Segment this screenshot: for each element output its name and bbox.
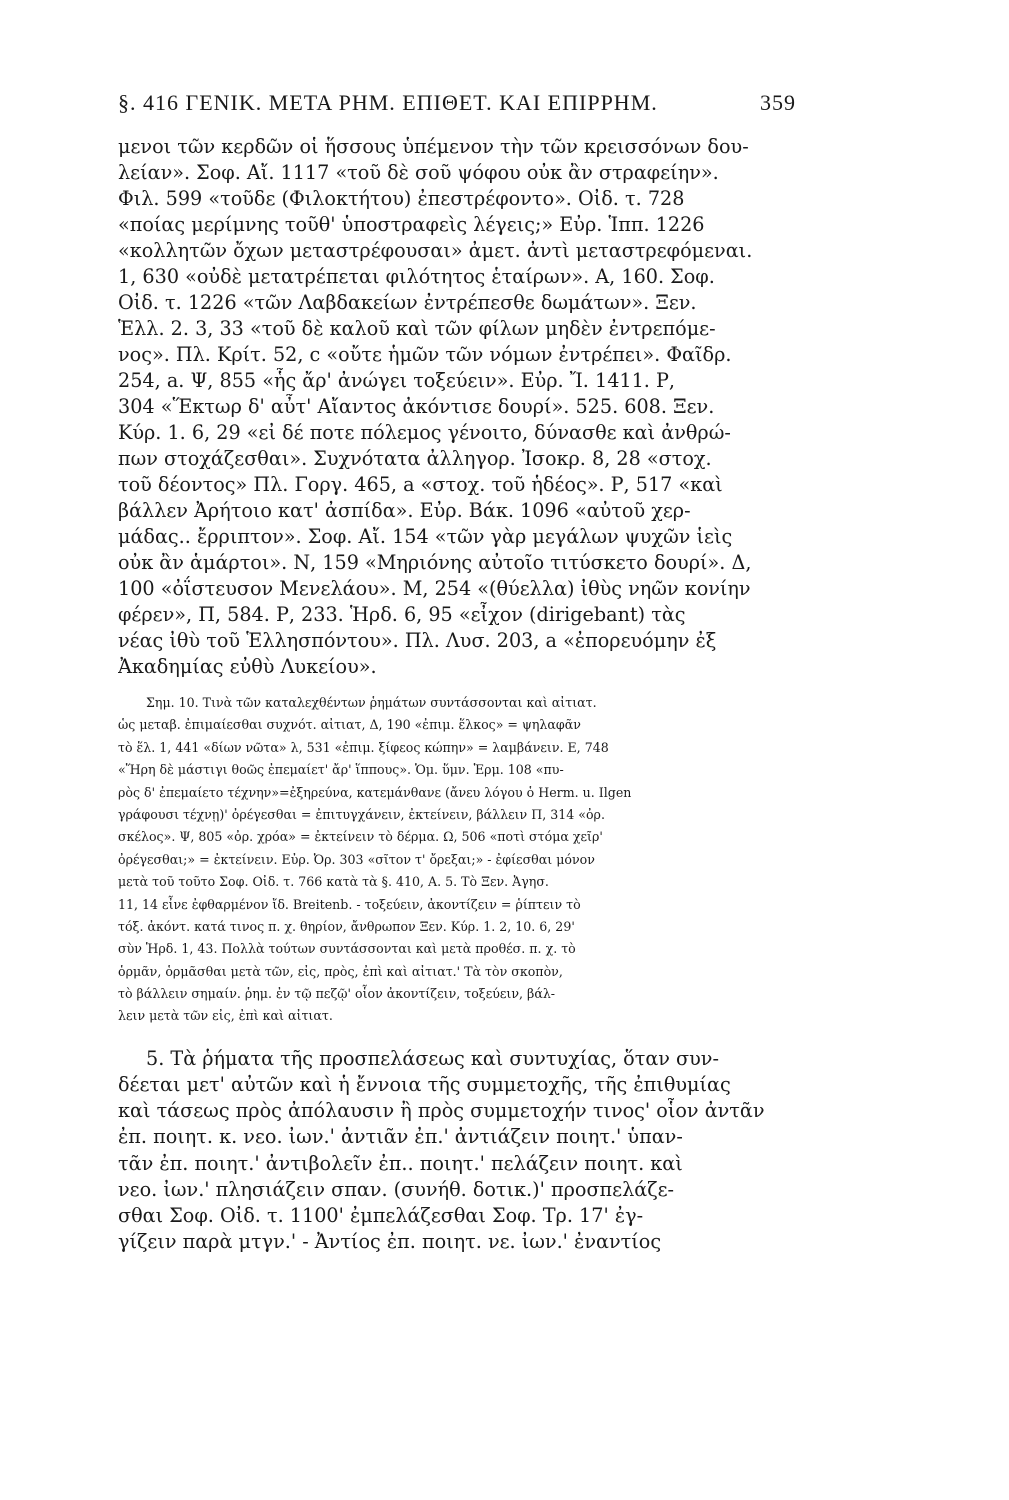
text-line: Κύρ. 1. 6, 29 «εἰ δέ ποτε πόλεμος γένοιτο, δύνασθε καὶ ἀνθρώ- [118,421,731,444]
text-line: γίζειν παρὰ μτγν.' - Ἀντίος ἐπ. ποιητ. νε. ἰων.' ἐναντίος [118,1230,662,1254]
text-line: τᾶν ἐπ. ποιητ.' ἀντιβολεῖν ἐπ.. ποιητ.' πελάζειν ποιητ. καὶ [118,1151,683,1175]
paragraph-5 [118,1046,796,1256]
text-line: ὡς μεταβ. ἐπιμαίεσθαι συχνότ. αἰτιατ, Δ, 190 «ἐπιμ. ἕλκος» = ψηλαφᾶν [118,717,581,733]
text-line: Φιλ. 599 «τοῦδε (Φιλοκτήτου) ἐπεστρέφοντο». Οἰδ. τ. 728 [118,187,685,210]
text-line: γράφουσι τέχνῃ)' ὀρέγεσθαι = ἐπιτυγχάνειν, ἐκτείνειν, βάλλειν Π, 314 «ὀρ. [118,806,605,822]
text-line: νέας ἰθὺ τοῦ Ἑλλησπόντου». Πλ. Λυσ. 203, a «ἐπορευόμην ἐξ [118,629,717,652]
text-line: νεο. ἰων.' πλησιάζειν σπαν. (συνήθ. δοτικ.)' προσπελάζε- [118,1177,675,1201]
text-line: μενοι τῶν κερδῶν οἱ ἥσσους ὑπέμενον τὴν τῶν κρεισσόνων δου- [118,135,749,158]
text-line: μετὰ τοῦ τοῦτο Σοφ. Οἰδ. τ. 766 κατὰ τὰ §. 410, Α. 5. Τὸ Ξεν. Ἀγησ. [118,874,549,890]
text-line: 100 «ὀΐστευσον Μενελάου». Μ, 254 «(θύελλα) ἰθὺς νηῶν κονίην [118,577,751,600]
text-line: σθαι Σοφ. Οἰδ. τ. 1100' ἐμπελάζεσθαι Σοφ. Τρ. 17' ἐγ- [118,1203,644,1227]
text-line: 254, a. Ψ, 855 «ἧς ἄρ' ἀνώγει τοξεύειν». Εὐρ. Ἴ. 1411. Ρ, [118,369,676,392]
text-line: ὀρέγεσθαι;» = ἐκτείνειν. Εὐρ. Ὀρ. 303 «σῖτον τ' ὄρεξαι;» - ἐφίεσθαι μόνον [118,851,595,867]
text-line: 1, 630 «οὐδὲ μετατρέπεται φιλότητος ἑταίρων». Α, 160. Σοφ. [118,265,715,288]
text-line: δέεται μετ' αὐτῶν καὶ ἡ ἔννοια τῆς συμμετοχῆς, τῆς ἐπιθυμίας [118,1073,731,1097]
text-line: τοῦ δέοντος» Πλ. Γοργ. 465, a «στοχ. τοῦ ἡδέος». Ρ, 517 «καὶ [118,473,723,496]
text-line: φέρεν», Π, 584. Ρ, 233. Ἡρδ. 6, 95 «εἶχον (dirigebant) τὰς [118,603,686,626]
text-line: λείαν». Σοφ. Αἴ. 1117 «τοῦ δὲ σοῦ ψόφου οὐκ ἂν στραφείην». [118,161,719,184]
section-title: §. 416 ΓΕΝΙΚ. ΜΕΤΑ ΡΗΜ. ΕΠΙΘΕΤ. ΚΑΙ ΕΠΙΡΡΗΜ. [118,90,658,115]
book-page [118,86,796,1255]
page-number: 359 [760,90,796,115]
text-line: Σημ. 10. Τινὰ τῶν καταλεχθέντων ῥημάτων συντάσσονται καὶ αἰτιατ. [146,695,597,710]
running-header [118,86,796,130]
text-line: 5. Τὰ ῥήματα τῆς προσπελάσεως καὶ συντυχίας, ὅταν συν- [146,1046,719,1070]
text-line: οὐκ ἂν ἁμάρτοι». Ν, 159 «Μηριόνης αὐτοῖο τιτύσκετο δουρί». Δ, [118,551,752,574]
text-line: τὸ βάλλειν σημαίν. ῥημ. ἐν τῷ πεζῷ' οἷον ἀκοντίζειν, τοξεύειν, βάλ- [118,986,556,1002]
text-line: πων στοχάζεσθαι». Συχνότατα ἀλληγορ. Ἰσοκρ. 8, 28 «στοχ. [118,447,712,470]
text-line: «κολλητῶν ὄχων μεταστρέφουσαι» ἀμετ. ἀντὶ μεταστρεφόμεναι. [118,239,753,262]
text-line: ὁρμᾶν, ὁρμᾶσθαι μετὰ τῶν, εἰς, πρὸς, ἐπὶ καὶ αἰτιατ.' Τὰ τὸν σκοπὸν, [118,963,563,979]
text-line: καὶ τάσεως πρὸς ἀπόλαυσιν ἢ πρὸς συμμετοχήν τινος' οἷον ἀντᾶν [118,1099,765,1123]
main-text [118,134,796,680]
text-line: τὸ ἕλ. 1, 441 «δίων νῶτα» λ, 531 «ἐπιμ. ξίφεος κώπην» = λαμβάνειν. Ε, 748 [118,739,609,755]
text-line: 304 «Ἕκτωρ δ' αὖτ' Αἴαντος ἀκόντισε δουρί». 525. 608. Ξεν. [118,395,715,418]
text-line: σκέλος». Ψ, 805 «ὀρ. χρόα» = ἐκτείνειν τὸ δέρμα. Ω, 506 «ποτὶ στόμα χεῖρ' [118,829,603,845]
text-line: σὺν Ἡρδ. 1, 43. Πολλὰ τούτων συντάσσονται καὶ μετὰ προθέσ. π. χ. τὸ [118,941,576,957]
text-line: «Ἥρη δὲ μάστιγι θοῶς ἐπεμαίετ' ἄρ' ἵππους». Ὁμ. ὕμν. Ἑρμ. 108 «πυ- [118,762,564,778]
text-line: νος». Πλ. Κρίτ. 52, c «οὔτε ἡμῶν τῶν νόμων ἐντρέπει». Φαῖδρ. [118,343,732,366]
text-line: μάδας.. ἔρριπτον». Σοφ. Αἴ. 154 «τῶν γὰρ μεγάλων ψυχῶν ἱεὶς [118,525,733,548]
text-line: βάλλεν Ἀρήτοιο κατ' ἀσπίδα». Εὐρ. Βάκ. 1096 «αὐτοῦ χερ- [118,499,691,522]
text-line: τόξ. ἀκόντ. κατά τινος π. χ. θηρίον, ἄνθρωπον Ξεν. Κύρ. 1. 2, 10. 6, 29' [118,918,575,934]
text-line: λειν μετὰ τῶν εἰς, ἐπὶ καὶ αἰτιατ. [118,1008,333,1024]
text-line: Οἰδ. τ. 1226 «τῶν Λαβδακείων ἐντρέπεσθε δωμάτων». Ξεν. [118,291,697,314]
text-line: 11, 14 εἶνε ἐφθαρμένον ἴδ. Breitenb. - τοξεύειν, ἀκοντίζειν = ῥίπτειν τὸ [118,896,581,912]
text-line: «ποίας μερίμνης τοῦθ' ὑποστραφεὶς λέγεις;» Εὐρ. Ἱππ. 1226 [118,213,705,236]
text-line: Ἑλλ. 2. 3, 33 «τοῦ δὲ καλοῦ καὶ τῶν φίλων μηδὲν ἐντρεπόμε- [118,317,716,340]
text-line: ρὸς δ' ἐπεμαίετο τέχνην»=ἐξηρεύνα, κατεμάνθανε (ἄνευ λόγου ὁ Herm. u. Ilgen [118,784,632,800]
text-line: ἐπ. ποιητ. κ. νεο. ἰων.' ἀντιᾶν ἐπ.' ἀντιάζειν ποιητ.' ὑπαν- [118,1125,683,1149]
text-line: Ἀκαδημίας εὐθὺ Λυκείου». [118,655,377,678]
footnote-remark [118,692,796,1028]
